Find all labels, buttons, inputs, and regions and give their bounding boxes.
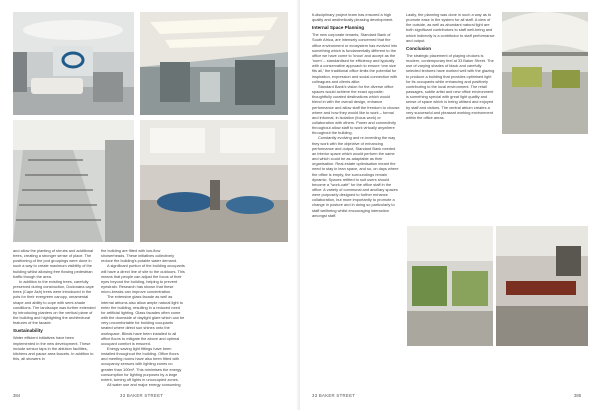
section-heading-internal-space-planning: Internal Space Planning xyxy=(312,25,365,31)
paragraph: Lastly, the planning was done in such a way as to promote ease in the system for all staff. A view of the outside, as well as abundant natural light are both significant contributors to staff well-being and which indirectly is a contributor to staff performance and output. xyxy=(406,12,495,43)
paragraph: Standard Bank's vision for the diverse office spaces would achieve the exact opposite: thoughtfully curated destinations which would blend in with the overall design, enhance performance and allow staff the freedom to choose where and how they would like to work – formal and informal, in isolation (focus work) or collaboration with others. Power and connectivity throughout allow staff to work virtually anywhere throughout the building. xyxy=(312,83,400,136)
paragraph: The strategic placement of playing choices is modern, contemporary feel at 33 Baker Street. The use of varying shades of black and carefully selected textures have worked well with the glazing to produce a building that provides optimised light for its occupants while enhancing and positively contributing to the local environment. The retail passages, subtle artist and new office environment is something special with great light quality and sense of space which is being utilised and enjoyed by staff and visitors. The central atrium creates a very successful and pleasant working environment within the office areas. xyxy=(406,52,495,120)
paragraph: Constantly evolving and re-inventing the way they work with the objective of enhancing performance and output, Standard Bank needed an interior space which would perform the same and which could be as adaptable as their organisation. Real-estate optimisation meant the need to stay in lean space, and so, on days where the office is empty, the surroundings remain dynamic. Spaces refitted to suit users should become a "work-café" for the office staff in the office. A variety of communal and ancillary spaces were purposely designed to further enhance collaboration, but more importantly to promote a change in posture and in doing so particularly to staff wellbeing whilst encouraging interaction amongst staff. xyxy=(312,135,399,218)
stairs-atrium-photo xyxy=(13,120,134,242)
footer-title-left: 33 BAKER STREET xyxy=(120,393,164,398)
lobby-with-sofa-and-logo-photo xyxy=(13,12,134,115)
curved-ceiling-office-photo xyxy=(502,12,588,134)
page-number-left: 384 xyxy=(13,393,21,398)
paragraph: A significant portion of the building occupants will have a direct line of site to the outdoors. This means that people can adjust the focus of their eyes beyond the building, helping to prevent eyestrain. Research has shown that these micro-breaks can improve concentration. xyxy=(101,263,185,295)
section-heading-sustainability: Sustainability xyxy=(13,328,43,334)
paragraph: In addition to the existing trees, carefully preserved during construction, Dodonaea cape trees (Cape Ash) trees were introduced in the pots for their evergreen canopy, ornamental shape and ability to cope with semi-shade conditions. The landscape was further extended by introducing planters on the vertical plane of the building and highlighting the architectural features of the facade. xyxy=(13,278,96,326)
paragraph: The new corporate tenants, Standard Bank of South Africa, are intensely concerned that the office environment or ecosystem has evolved into something which is fundamentally different to the office we have come to 'know' and accept as the 'norm' – standardised for efficiency and typically with a conservative approach to ensure 'one size fits all,' the traditional office limits the potential for inspiration, expression and social connection with colleagues and clients alike. xyxy=(312,32,398,84)
right-text-column-1 xyxy=(312,12,400,392)
page-number-right: 385 xyxy=(574,393,582,398)
paragraph: All water use and major energy consuming xyxy=(107,382,181,388)
paragraph: Water efficient initiatives have been implemented in the new development. These include sensor taps in the ablution facilities, kitchens and pause area faucets. In addition to this, all showers in xyxy=(13,335,94,361)
lounge-seating-photo xyxy=(140,120,288,242)
ceiling-lights-walkway-photo xyxy=(140,12,288,115)
paragraph: ti-disciplinary project team has ensured a high quality and aesthetically pleasing development. xyxy=(312,12,394,23)
paragraph: and allow the planting of shrubs and additional trees, creating a stronger sense of place. The positioning of the pod groupings were done in such a way to create maximum visibility of the building whilst allowing free flowing pedestrian traffic though the area. xyxy=(13,248,94,279)
right-page xyxy=(300,0,600,410)
paragraph: Energy saving light fittings have been installed throughout the building. Office floors and meeting rooms have also been fitted with occupancy sensors with lighting zones no greater than 100m². This minimises the energy consumption for lighting purposes by a large extent, turning off lights in unoccupied zones. xyxy=(101,345,182,382)
left-text-column-1 xyxy=(13,248,96,361)
workspace-cubicles-photo xyxy=(407,226,493,346)
left-text-column-2 xyxy=(101,248,185,388)
footer-title-right: 33 BAKER STREET xyxy=(312,393,356,398)
right-text-column-2 xyxy=(406,12,496,120)
paragraph: the building are fitted with low-flow showerheads. These initiatives collectively reduce the building's potable water demand. xyxy=(101,248,178,264)
meeting-room-photo xyxy=(496,226,588,346)
paragraph: The extensive glass facade as well as internal atriums also allow ample natural light to enter the building, resulting in a reduced need for artificial lighting. Glass facades often come with the downside of daylight glare which can be very uncomfortable for building occupants seated where direct sun shines onto the workspace. Blinds have been installed to all office floors to mitigate the above and optimal occupant comfort is ensured. xyxy=(101,294,185,346)
section-heading-conclusion: Conclusion xyxy=(406,45,432,51)
